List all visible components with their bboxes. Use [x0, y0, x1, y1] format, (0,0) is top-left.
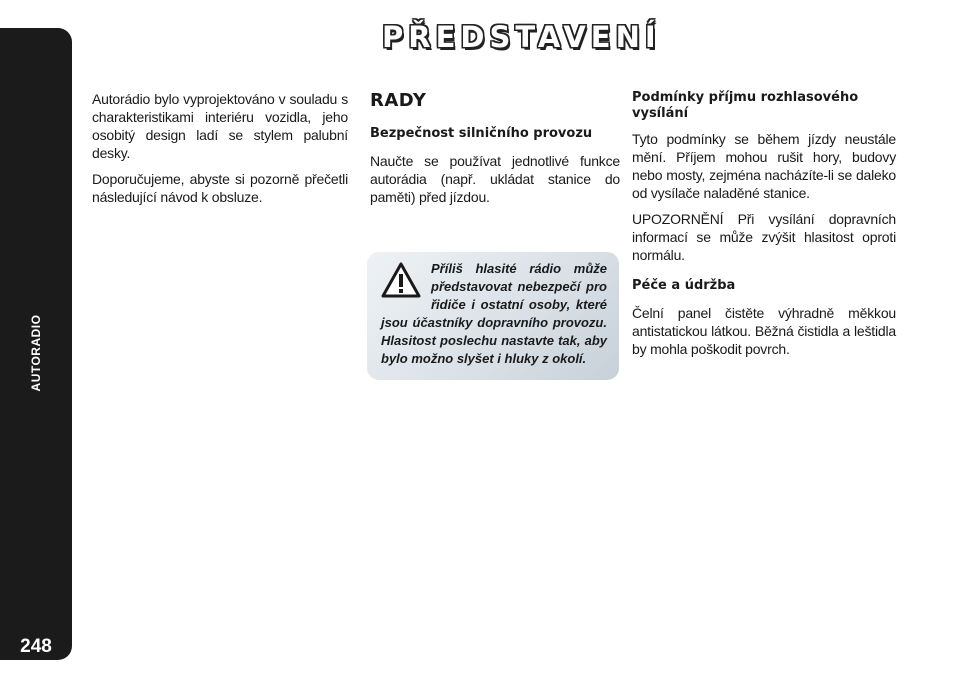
subheading-road-safety: Bezpečnost silničního provozu: [370, 126, 593, 141]
section-heading-rady: RADY: [370, 90, 427, 111]
care-paragraph: Čelní panel čistěte výhradně měkkou antistatickou látkou. Běžná čistidla a leštidla by mohla poškodit povrch.: [632, 305, 896, 357]
page-number: 248: [20, 636, 52, 657]
heading-care-maintenance: Péče a údržba: [632, 278, 736, 293]
road-safety-paragraph: Naučte se používat jednotlivé funkce autorádia (např. ukládat stanice do paměti) před jízdou.: [370, 153, 620, 205]
notice-paragraph: UPOZORNĚNÍ Při vysílání dopravních informací se může zvýšit hlasitost oproti normálu.: [632, 211, 896, 263]
column-intro: [92, 90, 348, 214]
column-advice: [370, 90, 620, 214]
column-reception: [632, 90, 896, 366]
warning-box: [367, 252, 619, 380]
intro-paragraph: Doporučujeme, abyste si pozorně přečetli následující návod k obsluze.: [92, 171, 348, 205]
section-label: AUTORADIO: [29, 314, 43, 392]
sidebar-tab: [0, 28, 72, 660]
reception-paragraph: Tyto podmínky se během jízdy neustále mění. Příjem mohou rušit hory, budovy nebo mosty, zejména nacházíte-li se daleko od vysílače naladěné stanice.: [632, 131, 896, 201]
page-title: PŘEDSTAVENÍ: [382, 20, 661, 54]
intro-paragraph: Autorádio bylo vyprojektováno v souladu s charakteristikami interiéru vozidla, jeho osobitý design ladí se stylem palubní desky.: [92, 91, 348, 161]
heading-reception-conditions: Podmínky příjmu rozhlasového vysílání: [632, 90, 859, 121]
warning-text: Příliš hlasité rádio může představovat nebezpečí pro řidiče i ostatní osoby, které jsou účastníky dopravního provozu. Hlasitost poslechu nastavte tak, aby bylo možno slyšet i hluky z okolí.: [381, 261, 607, 366]
